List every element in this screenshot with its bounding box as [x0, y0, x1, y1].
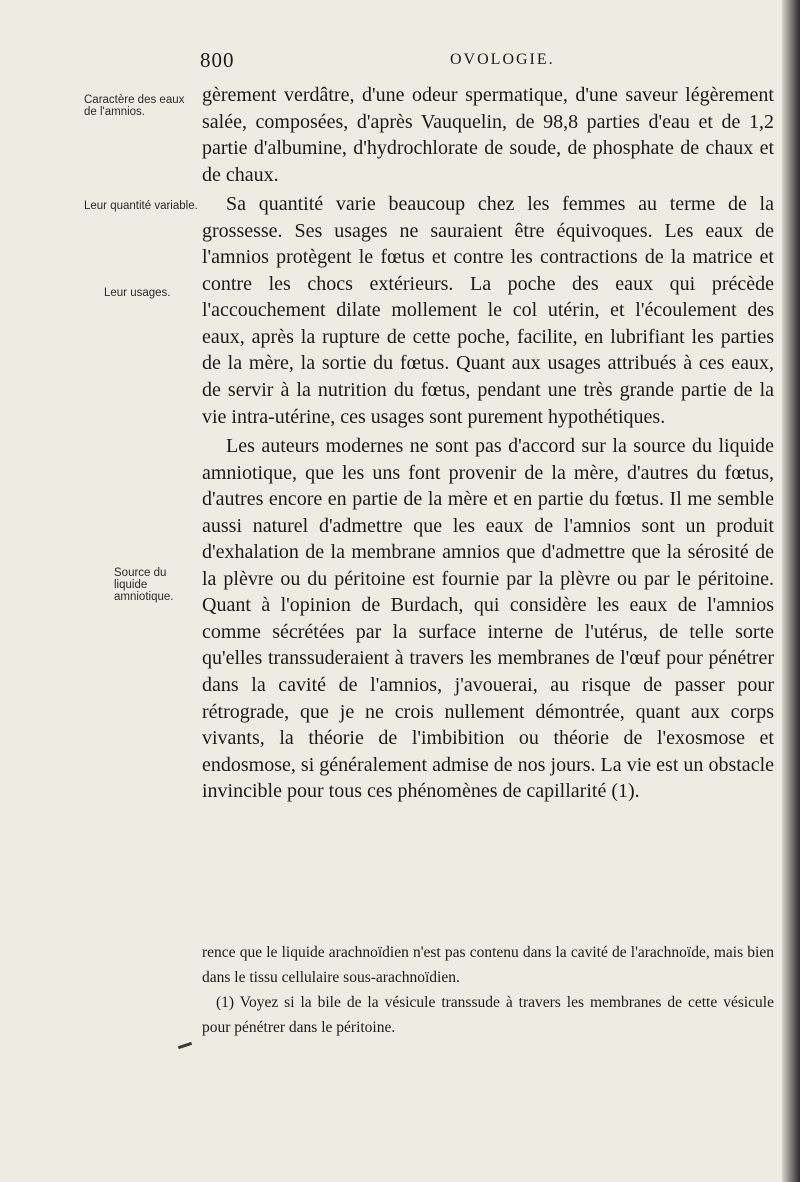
footnotes	[202, 940, 774, 1040]
margin-note-source: Source du liquide amniotique.	[114, 567, 174, 603]
footnote-continuation: rence que le liquide arachnoïdien n'est pas contenu dans la cavité de l'arachnoïde, mais bien dans le tissu cellulaire sous-arachnoïdien.	[202, 944, 774, 986]
margin-note-usages: Leur usages.	[104, 287, 171, 299]
margin-note-caractere: Caractère des eaux de l'amnios.	[84, 94, 185, 118]
paragraph-source: Les auteurs modernes ne sont pas d'accord sur la source du liquide amniotique, que les uns font provenir de la mère, d'autres du fœtus, d'autres encore en partie de la mère et en partie du fœtus. Il me semble aussi naturel d'admettre que les eaux de l'amnios sont un produit d'exhalation de la membrane amnios que d'admettre que la sérosité de la plèvre ou du péritoine est fournie par la plèvre ou par le péritoine. Quant à l'opinion de Burdach, qui considère les eaux de l'amnios comme sécrétées par la surface interne de l'utérus, de telle sorte qu'elles transsuderaient à travers les membranes de l'œuf pour pénétrer dans la cavité de l'amnios, j'avouerai, au risque de passer pour rétrograde, que je ne crois nullement démontrée, quant aux corps vivants, la théorie de l'imbibition ou théorie de l'exosmose et endosmose, si généralement admise de nos jours. La vie est un obstacle invincible pour tous ces phénomènes de capillarité (1).	[202, 435, 774, 803]
running-title: OVOLOGIE.	[450, 51, 555, 68]
page-edge-shadow	[782, 0, 800, 1182]
page-number: 800	[200, 48, 235, 72]
ink-mark	[178, 1042, 192, 1049]
paragraph-continuation: gèrement verdâtre, d'une odeur spermatique, d'une saveur légèrement salée, composées, d'après Vauquelin, de 98,8 parties d'eau et de 1,2 partie d'albumine, d'hydrochlorate de soude, de phosphate de chaux et de chaux.	[202, 84, 774, 186]
paragraph-quantite: Sa quantité varie beaucoup chez les femmes au terme de la grossesse. Ses usages ne sauraient être équivoques. Les eaux de l'amnios protègent le fœtus et contre les contractions de la matrice et contre les chocs extérieurs. La poche des eaux qui précède l'accouchement dilate mollement le col utérin, et l'écoulement des eaux, après la rupture de cette poche, facilite, en lubrifiant les parties de la mère, la sortie du fœtus. Quant aux usages attribués à ces eaux, de servir à la nutrition du fœtus, pendant une très grande partie de la vie intra-utérine, ces usages sont purement hypothétiques.	[202, 193, 774, 428]
main-text	[202, 82, 774, 805]
footnote-1: (1) Voyez si la bile de la vésicule transsude à travers les membranes de cette vésicule pour pénétrer dans le péritoine.	[202, 994, 774, 1036]
page-header	[200, 48, 680, 74]
margin-note-quantite: Leur quantité variable.	[84, 200, 198, 212]
